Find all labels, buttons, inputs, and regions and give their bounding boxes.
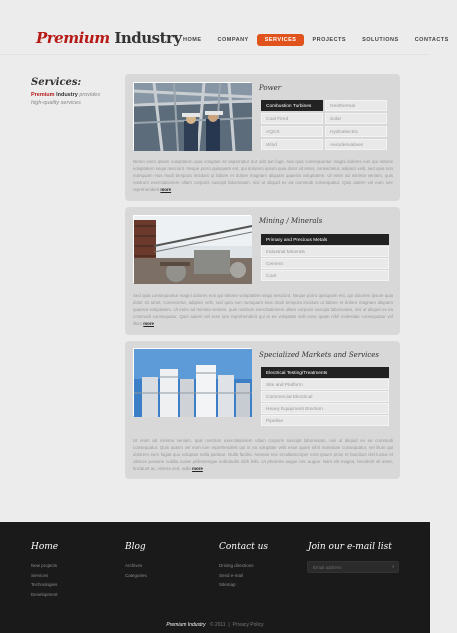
- panel-specialized: [125, 341, 400, 479]
- panel-text-mining: [133, 292, 393, 327]
- services-description: [31, 91, 111, 107]
- logo-word-industry: Industry: [114, 29, 182, 47]
- service-aeroderivatives[interactable]: Aeroderivatives: [325, 139, 387, 150]
- mining-plant-image: [133, 215, 251, 283]
- footer-title-contact: Contact us: [219, 542, 269, 552]
- service-electrical-testing[interactable]: Electrical Testing/Treatments: [261, 367, 389, 378]
- panel-text-specialized: [133, 437, 393, 472]
- service-wind[interactable]: Wind: [261, 139, 323, 150]
- panel-title-power: Power: [259, 84, 282, 92]
- submit-arrow-icon[interactable]: ›: [392, 564, 394, 570]
- panel-title-mining: Mining / Minerals: [259, 217, 323, 225]
- header: [0, 0, 449, 55]
- footer: [0, 522, 430, 633]
- footer-link-categories[interactable]: Categories: [125, 572, 147, 578]
- page-title: Services:: [31, 77, 82, 88]
- power-description: Nemo enim ipsam voluptatem quia voluptas sit aspernatur aut odit aut fugit, sed quia consequuntur magni dolores eos qui ratione voluptatem sequi nesciunt. Neque porro quisquam est, qui dolorem ipsum quia dolor sit amet, consectetur, adipisci velit, sed quia non numquam eius modi tempora incidunt ut labore et dolore magnam aliquam quaerat voluptatem. Ut enim ad minima veniam, quis nostrum exercitationem ullam corporis suscipit laboriosam, nisi ut aliquid ex ea commodi consequatur. Quis autem vel eum iure reprehenderit: [133, 159, 393, 192]
- tanks-image: [133, 348, 251, 416]
- footer-link-new-projects[interactable]: New projects: [31, 563, 58, 568]
- service-heavy-equipment[interactable]: Heavy Equipment Erection: [261, 403, 389, 414]
- nav-company[interactable]: COMPANY: [217, 37, 249, 43]
- footer-title-blog: Blog: [125, 542, 146, 552]
- site-logo[interactable]: [36, 29, 182, 47]
- service-site-platform[interactable]: Site and Platform: [261, 379, 389, 390]
- mining-services-list: [261, 234, 389, 282]
- service-cement[interactable]: Cement: [261, 258, 389, 269]
- newsletter-email-input[interactable]: [307, 561, 399, 573]
- mining-description: Sed quia consequuntur magni dolores eos qui ratione voluptatem sequi nesciunt. Neque porro quisquam est, qui dolorem ipsum quia dolor sit amet, consectetur, adipisci velit, sed quia non numquam eius modi tempora incidunt ut labore et dolore magnam aliquam quaerat voluptatem. Ut enim ad minima veniam, quis nostrum exercitationem ullam corporis suscipit laboriosam, nisi ut aliquid ex ea commodi consequatur. Quis autem vel eum iure reprehenderit qui in ea voluptate velit esse quam nihil molestiae consequatur vel illum: [133, 293, 393, 326]
- nav-services[interactable]: SERVICES: [257, 34, 305, 46]
- more-link[interactable]: more: [143, 321, 155, 326]
- footer-link-archives[interactable]: Archives: [125, 563, 143, 568]
- specialized-description: Ut enim ad minima veniam, quis nostrum exercitationem ullam corporis suscipit laboriosam, nisi ut aliquid ex ea commodi consequatur. Quis autem vel eum iure reprehenderit qui in ea voluptate velit esse quam nihil molestiae consequatur, vel illum qui dolorem eum fugiat quo voluptas nulla pariatur. Nulla facilisi. Aenean nec ercullamcorper eros ipsum proin et faucibus nisl luctus et ultrices posuere cubilia curae pellentesque sollicitudin nibh felis. Ut pharetra augue nec augue. Nam elit magna, hendrerit sit amet, tincidunt ac, viverra sed, nulla: [133, 438, 393, 471]
- copyright-brand: Premium Industry: [166, 622, 206, 628]
- more-link[interactable]: more: [192, 466, 203, 471]
- privacy-link[interactable]: Privacy Policy: [232, 622, 264, 628]
- service-pipeline[interactable]: Pipeline: [261, 415, 389, 426]
- footer-link-send-email[interactable]: Send e-mail: [219, 572, 244, 578]
- service-geothermal[interactable]: Geothermal: [325, 100, 387, 111]
- panel-text-power: [133, 158, 393, 193]
- service-coal[interactable]: Coal: [261, 270, 389, 281]
- panel-mining: [125, 207, 400, 335]
- service-coal-fired[interactable]: Coal Fired: [261, 113, 323, 124]
- power-services-grid: [261, 100, 387, 150]
- service-hydroelectric[interactable]: Hydroelectric: [325, 126, 387, 137]
- service-primary-metals[interactable]: Primary and Precious Metals: [261, 234, 389, 245]
- footer-link-directions[interactable]: Driving directions: [219, 563, 254, 568]
- footer-col-blog: [125, 542, 147, 580]
- footer-link-development[interactable]: Development: [31, 591, 58, 597]
- email-placeholder: Email address: [313, 565, 342, 570]
- logo-word-premium: Premium: [36, 29, 110, 47]
- footer-title-home: Home: [31, 542, 59, 552]
- footer-link-services[interactable]: Services: [31, 572, 49, 578]
- power-plant-image: [133, 82, 251, 150]
- nav-contacts[interactable]: CONTACTS: [414, 37, 449, 43]
- desc-brand-red: Premium: [31, 92, 55, 98]
- panel-power: [125, 74, 400, 201]
- service-industrial-minerals[interactable]: Industrial Minerals: [261, 246, 389, 257]
- copyright: Premium Industry © 2011 | Privacy Policy: [166, 622, 264, 628]
- nav-projects[interactable]: PROJECTS: [312, 37, 347, 43]
- nav-solutions[interactable]: SOLUTIONS: [362, 37, 399, 43]
- footer-col-newsletter: [308, 542, 392, 561]
- footer-link-technologies[interactable]: Technologies: [31, 582, 58, 587]
- main-nav: [175, 34, 457, 46]
- desc-text: provides high-quality services: [31, 92, 101, 106]
- copyright-year: © 2011: [209, 622, 226, 628]
- footer-link-sitemap[interactable]: Sitemap: [219, 582, 236, 587]
- desc-brand-dark: Industry: [56, 92, 78, 98]
- footer-col-contact: [219, 542, 268, 590]
- service-solar[interactable]: Solar: [325, 113, 387, 124]
- footer-title-newsletter: Join our e-mail list: [308, 542, 392, 552]
- service-combustion-turbines[interactable]: Combustion Turbines: [261, 100, 323, 111]
- footer-col-home: [31, 542, 58, 599]
- service-commercial-electrical[interactable]: Commercial Electrical: [261, 391, 389, 402]
- nav-home[interactable]: HOME: [183, 37, 202, 43]
- panel-title-specialized: Specialized Markets and Services: [259, 351, 379, 359]
- service-aqcs[interactable]: AQCS: [261, 126, 323, 137]
- more-link[interactable]: more: [160, 187, 172, 192]
- specialized-services-list: [261, 367, 389, 427]
